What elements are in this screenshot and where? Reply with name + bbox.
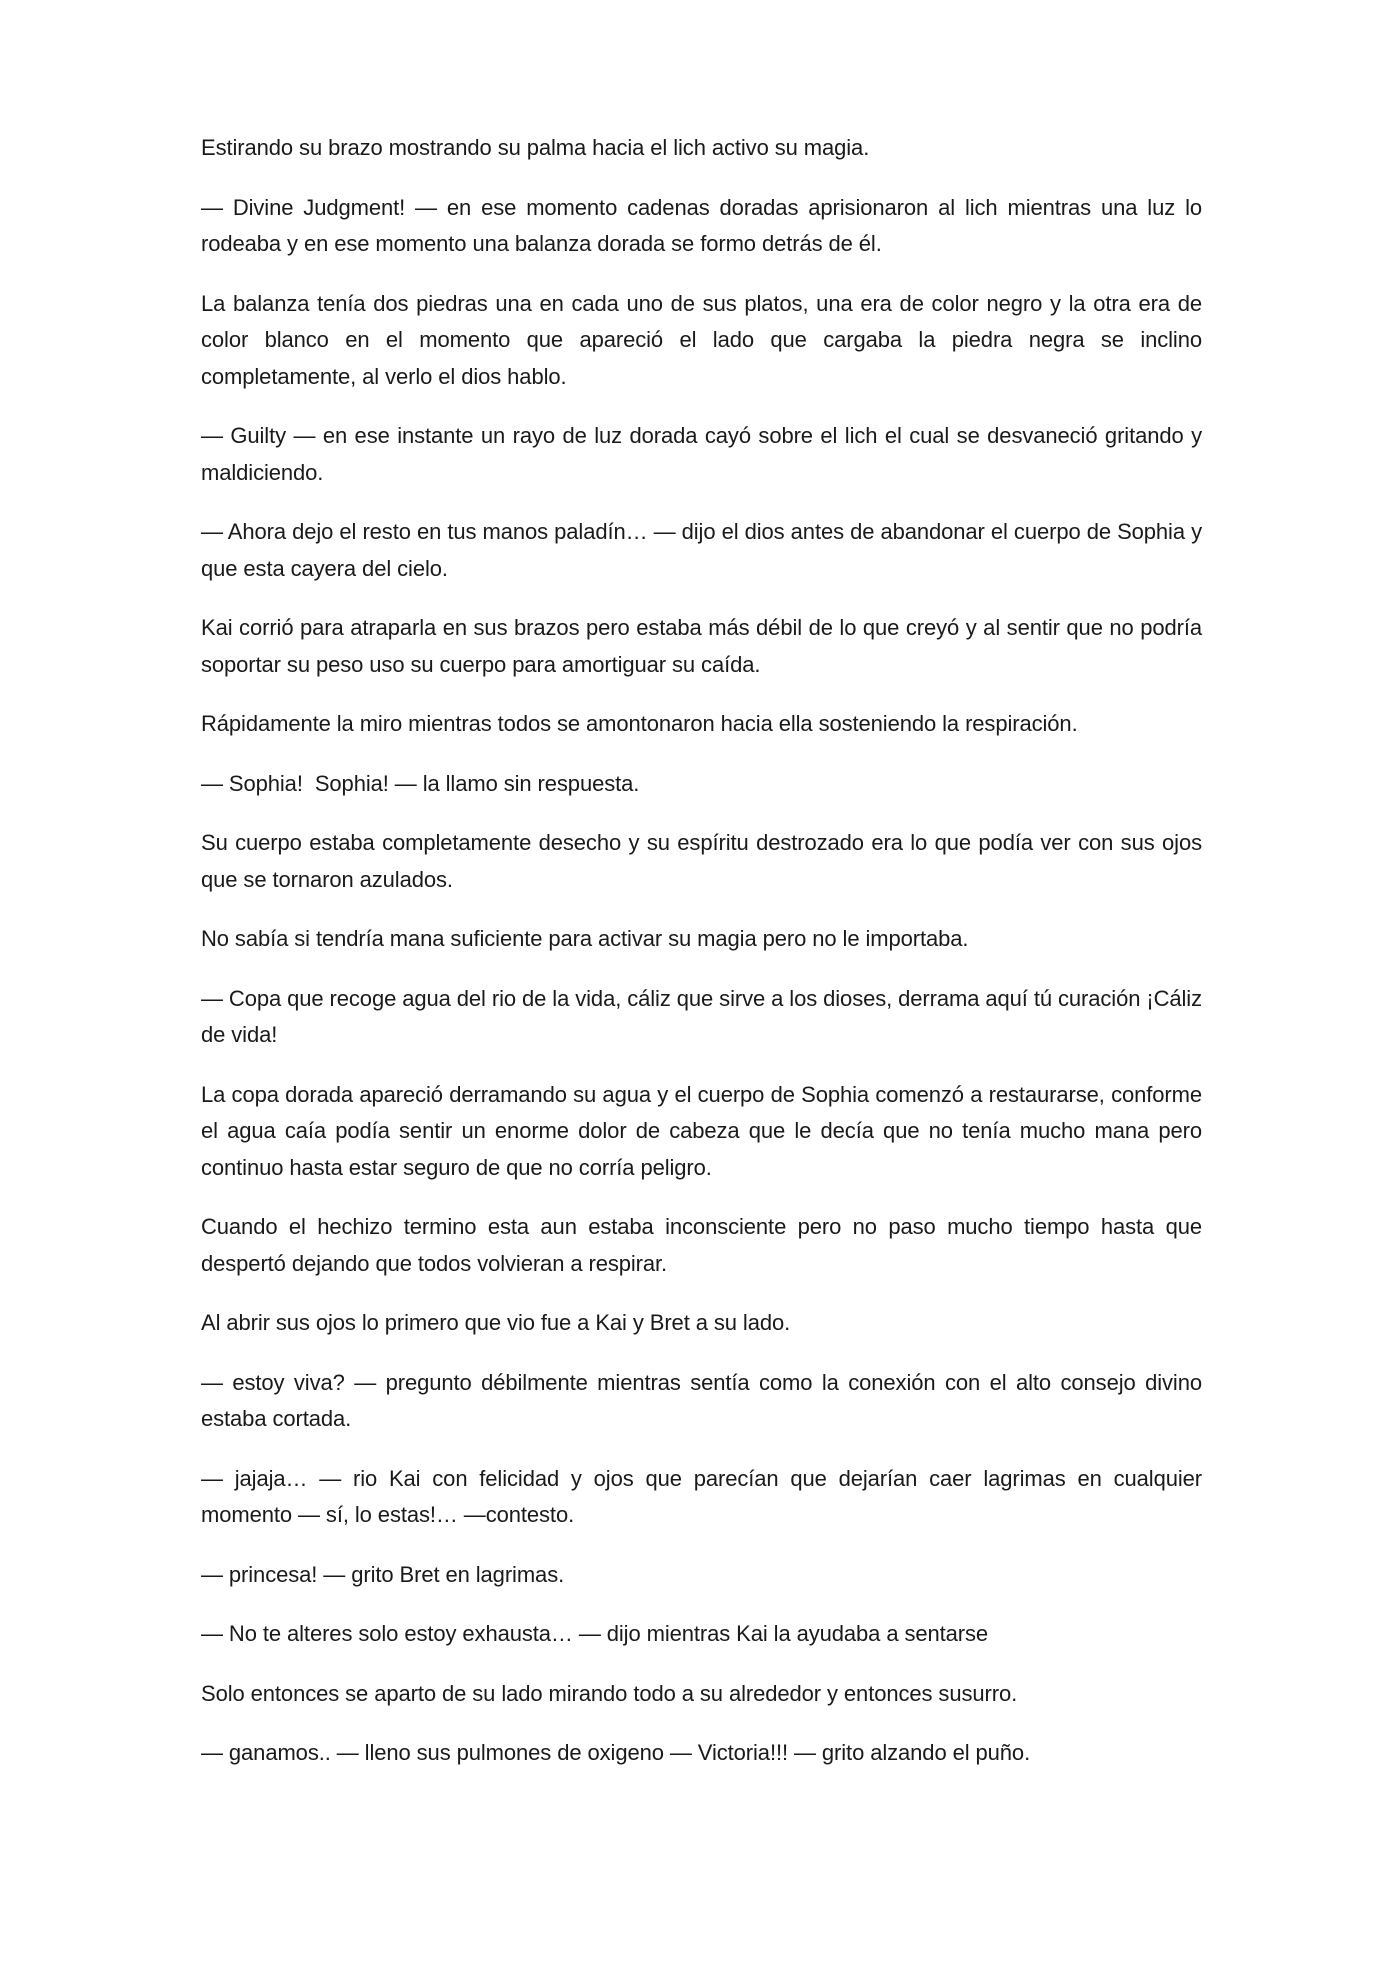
- paragraph-3: La balanza tenía dos piedras una en cada uno de sus platos, una era de color negro y la otra era de color blanco en el momento que apareció el lado que cargaba la piedra negra se inclino completamente, al verlo el dios hablo.: [201, 290, 1202, 389]
- paragraph-15: — estoy viva? — pregunto débilmente mientras sentía como la conexión con el alto consejo divino estaba cortada.: [201, 1369, 1202, 1431]
- paragraph-17: — princesa! — grito Bret en lagrimas.: [201, 1561, 565, 1587]
- paragraph-18: — No te alteres solo estoy exhausta… — dijo mientras Kai la ayudaba a sentarse: [201, 1621, 989, 1646]
- paragraph-12: La copa dorada apareció derramando su agua y el cuerpo de Sophia comenzó a restaurarse, conforme el agua caía podía sentir un enorme dolor de cabeza que le decía que no tenía mucho mana pero continuo hasta estar seguro de que no corría peligro.: [201, 1081, 1202, 1180]
- paragraph-14: Al abrir sus ojos lo primero que vio fue a Kai y Bret a su lado.: [201, 1310, 791, 1335]
- paragraph-5: — Ahora dejo el resto en tus manos paladín… — dijo el dios antes de abandonar el cuerpo de Sophia y que esta cayera del cielo.: [201, 519, 1202, 581]
- paragraph-20: — ganamos.. — lleno sus pulmones de oxigeno — Victoria!!! — grito alzando el puño.: [201, 1740, 1031, 1765]
- paragraph-13: Cuando el hechizo termino esta aun estaba inconsciente pero no paso mucho tiempo hasta que despertó dejando que todos volvieran a respirar.: [201, 1214, 1202, 1276]
- paragraph-9: Su cuerpo estaba completamente desecho y su espíritu destrozado era lo que podía ver con sus ojos que se tornaron azulados.: [201, 830, 1202, 892]
- paragraph-6: Kai corrió para atraparla en sus brazos pero estaba más débil de lo que creyó y al sentir que no podría soportar su peso uso su cuerpo para amortiguar su caída.: [201, 615, 1202, 677]
- paragraph-2: — Divine Judgment! — en ese momento cadenas doradas aprisionaron al lich mientras una luz lo rodeaba y en ese momento una balanza dorada se formo detrás de él.: [201, 194, 1202, 256]
- paragraph-10: No sabía si tendría mana suficiente para activar su magia pero no le importaba.: [201, 926, 969, 951]
- paragraph-8: — Sophia! Sophia! — la llamo sin respuesta.: [201, 770, 640, 796]
- paragraph-7: Rápidamente la miro mientras todos se amontonaron hacia ella sosteniendo la respiración.: [201, 711, 1078, 736]
- paragraph-11: — Copa que recoge agua del rio de la vida, cáliz que sirve a los dioses, derrama aquí tú curación ¡Cáliz de vida!: [201, 985, 1202, 1047]
- document-body: [201, 130, 1202, 1795]
- paragraph-19: Solo entonces se aparto de su lado mirando todo a su alrededor y entonces susurro.: [201, 1680, 1018, 1706]
- paragraph-16: — jajaja… — rio Kai con felicidad y ojos que parecían que dejarían caer lagrimas en cualquier momento — sí, lo estas!… —contesto.: [201, 1465, 1202, 1527]
- paragraph-4: — Guilty — en ese instante un rayo de luz dorada cayó sobre el lich el cual se desvaneció gritando y maldiciendo.: [201, 423, 1202, 485]
- paragraph-1: Estirando su brazo mostrando su palma hacia el lich activo su magia.: [201, 135, 870, 160]
